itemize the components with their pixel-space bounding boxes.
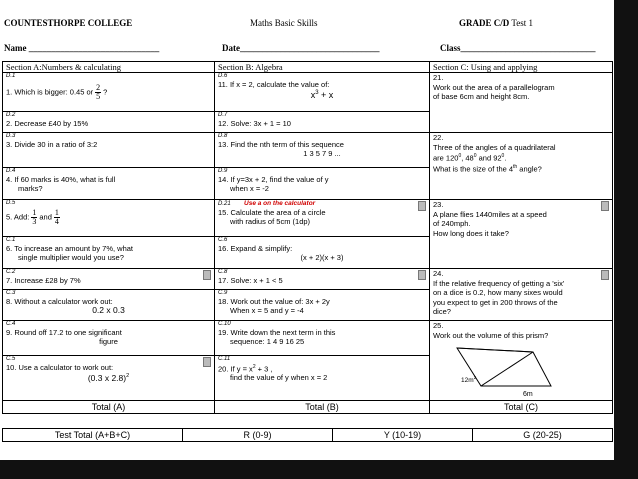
calculator-icon — [601, 270, 609, 280]
prism-length-label: 6m — [523, 391, 533, 398]
test-total-table — [2, 428, 613, 442]
college-name: COUNTESTHORPE COLLEGE — [4, 18, 133, 28]
question-18: C.9 18. Work out the value of: 3x + 2y When x = 5 and y = -4 — [215, 290, 430, 321]
calculator-note: Use a on the calculator — [244, 200, 316, 207]
question-12: D.7 12. Solve: 3x + 1 = 10 — [215, 112, 430, 133]
total-b[interactable]: Total (B) — [215, 400, 430, 413]
calculator-icon — [601, 201, 609, 211]
calculator-icon — [203, 357, 211, 367]
question-9: C.4 9. Round off 17.2 to one significant figure — [3, 321, 215, 356]
question-24: 24. If the relative frequency of getting a 'six' on a dice is 0.2, how many sixes would you expect to get in 200 throws of the dice? — [430, 269, 613, 321]
grade-r: R (0-9) — [183, 429, 333, 442]
calculator-icon — [418, 270, 426, 280]
question-4: D.4 4. If 60 marks is 40%, what is full marks? — [3, 168, 215, 200]
side-margin — [614, 0, 638, 479]
question-15: D.21 Use a on the calculator 15. Calculate the area of a circle with radius of 5cm (1dp) — [215, 200, 430, 237]
question-22: 22. Three of the angles of a quadrilateral are $120^0$, $48^0$ and $92^0$. What is the size of the 4th angle? — [430, 133, 613, 200]
grade-title: GRADE C/D Test 1 — [459, 18, 533, 28]
total-a[interactable]: Total (A) — [3, 400, 215, 413]
total-c[interactable]: Total (C) — [430, 400, 613, 413]
question-6: C.1 6. To increase an amount by 7%, what single multiplier would you use? — [3, 237, 215, 269]
question-7: C.2 7. Increase £28 by 7% — [3, 269, 215, 290]
question-16: C.6 16. Expand & simplify: (x + 2)(x + 3) — [215, 237, 430, 269]
class-field[interactable]: Class______________________________ — [440, 43, 596, 53]
section-a-heading: Section A:Numbers & calculating — [3, 62, 215, 73]
section-c-heading: Section C: Using and applying — [430, 62, 613, 73]
test-total: Test Total (A+B+C) — [3, 429, 183, 442]
question-5: D.5 5. Add: $\frac{1}{3}$ and $\frac{1}{4}$ — [3, 200, 215, 237]
question-8: C.3 8. Without a calculator work out: 0.2 x 0.3 — [3, 290, 215, 321]
question-14: D.9 14. If y=3x + 2, find the value of y when x = -2 — [215, 168, 430, 200]
question-13: D.8 13. Find the nth term of this sequence 1 3 5 7 9 ... — [215, 133, 430, 168]
grade-g: G (20-25) — [473, 429, 613, 442]
date-field[interactable]: Date_______________________________ — [222, 43, 380, 53]
subject-title: Maths Basic Skills — [250, 18, 318, 28]
question-3: D.3 3. Divide 30 in a ratio of 3:2 — [3, 133, 215, 168]
question-23: 23. A plane flies 1440miles at a speed of 240mph. How long does it take? — [430, 200, 613, 269]
question-20: C.11 20. If $y = x^2 + 3$ , find the value of y when x = 2 — [215, 355, 430, 400]
question-1: D.1 1. Which is bigger: 0.45 or $\frac{2}{5}$ ? — [3, 73, 215, 112]
question-10: C.5 10. Use a calculator to work out: (0.3 x 2.8)$^2$ — [3, 355, 215, 400]
question-21: 21. Work out the area of a parallelogram of base 6cm and height 8cm. — [430, 73, 613, 133]
question-11: D.6 11. If x = 2, calculate the value of: $x^3 + x$ — [215, 73, 430, 112]
section-b-heading: Section B: Algebra — [215, 62, 430, 73]
calculator-icon — [203, 270, 211, 280]
question-25: 25. Work out the volume of this prism? $12m^2$ 6m — [430, 321, 613, 401]
question-table — [2, 61, 613, 414]
question-17: C.8 17. Solve: x + 1 < 5 — [215, 269, 430, 290]
name-field[interactable]: Name _____________________________ — [4, 43, 160, 53]
calculator-icon — [418, 201, 426, 211]
question-2: D.2 2. Decrease £40 by 15% — [3, 112, 215, 133]
prism-diagram — [433, 342, 583, 390]
grade-y: Y (10-19) — [333, 429, 473, 442]
prism-area-label: $12m^2$ — [461, 375, 477, 384]
bottom-margin — [0, 460, 638, 479]
question-19: C.10 19. Write down the next term in this sequence: 1 4 9 16 25 — [215, 321, 430, 356]
